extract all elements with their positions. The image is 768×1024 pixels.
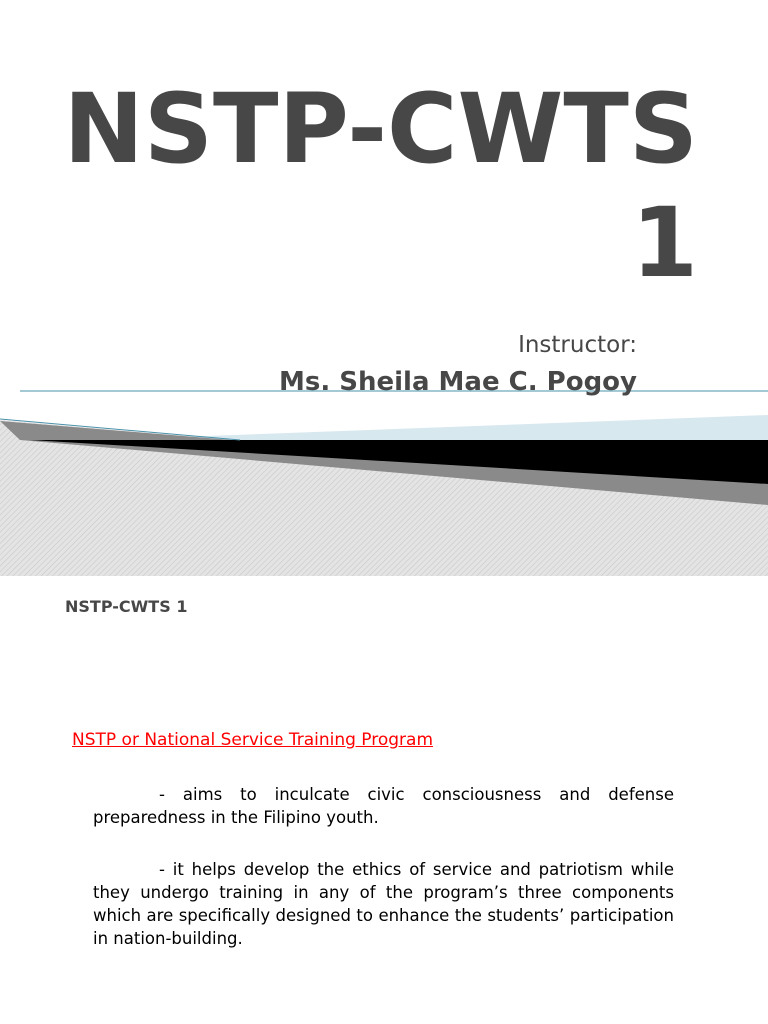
instructor-label: Instructor: (518, 332, 637, 358)
document-heading: NSTP-CWTS 1 (65, 597, 188, 616)
slide-title-line1: NSTP-CWTS (63, 73, 698, 185)
paragraph-2-text: - it helps develop the ethics of service and patriotism while they undergo training in any of the program’s three components which are specifically designed to enhance the students’ participation in nation-building. (93, 860, 674, 948)
light-band (180, 415, 768, 440)
paragraph-1-text: - aims to inculcate civic consciousness and defense preparedness in the Filipino youth. (93, 785, 674, 827)
instructor-name: Ms. Sheila Mae C. Pogoy (278, 367, 637, 397)
slide-title-line2: 1 (631, 187, 698, 299)
section-title-link[interactable]: NSTP or National Service Training Program (72, 730, 434, 750)
paragraph-1 (93, 783, 674, 829)
slide-title (18, 72, 698, 300)
paragraph-2 (93, 858, 674, 950)
